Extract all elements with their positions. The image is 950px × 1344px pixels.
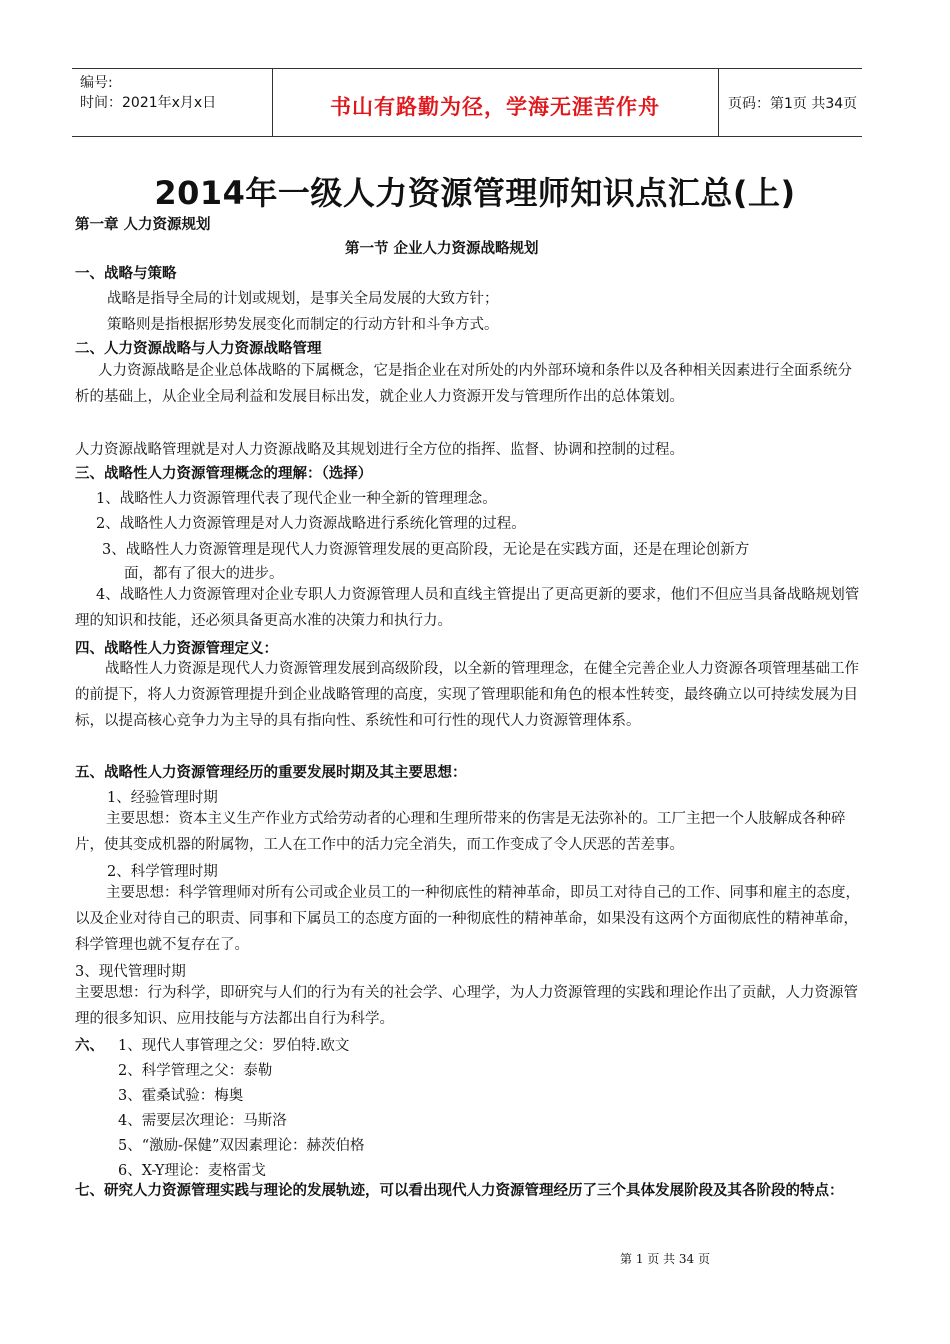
document-title: 2014年一级人力资源管理师知识点汇总(上) xyxy=(154,174,796,212)
s1-heading: 一、战略与策略 xyxy=(75,265,177,282)
page-header xyxy=(72,68,862,137)
s2-paragraph-1: 人力资源战略是企业总体战略的下属概念，它是指企业在对所处的内外部环境和条件以及各种相关因素进行全面系统分析的基础上，从企业全局利益和发展目标出发，就企业人力资源开发与管理所作出的总体策划。 xyxy=(75,363,852,405)
s3-heading: 三、战略性人力资源管理概念的理解：（选择） xyxy=(75,465,373,482)
time-label: 时间：2021年x月x日 xyxy=(80,95,217,111)
s2-heading: 二、人力资源战略与人力资源战略管理 xyxy=(75,340,322,357)
s1-line-1: 战略是指导全局的计划或规划，是事关全局发展的大致方针； xyxy=(107,291,499,307)
s5-heading: 五、战略性人力资源管理经历的重要发展时期及其主要思想： xyxy=(75,764,467,781)
section-heading: 第一节 企业人力资源战略规划 xyxy=(345,240,539,257)
s1-line-2: 策略则是指根据形势发展变化而制定的行动方针和斗争方式。 xyxy=(107,317,499,333)
s6-heading: 六、 xyxy=(75,1037,104,1054)
s2-paragraph-2: 人力资源战略管理就是对人力资源战略及其规划进行全方位的指挥、监督、协调和控制的过程。 xyxy=(75,442,684,458)
s6-item-3: 3、霍桑试验：梅奥 xyxy=(118,1088,244,1104)
header-page-cell xyxy=(718,69,862,136)
s5-period-3: 3、现代管理时期 xyxy=(75,964,186,980)
page-info: 页码：第1页 共34页 xyxy=(728,96,858,112)
s7-heading: 七、研究人力资源管理实践与理论的发展轨迹，可以看出现代人力资源管理经历了三个具体发展阶段及其各阶段的特点： xyxy=(75,1182,844,1199)
s6-item-4: 4、需要层次理论：马斯洛 xyxy=(118,1113,287,1129)
s4-paragraph: 战略性人力资源是现代人力资源管理发展到高级阶段，以全新的管理理念，在健全完善企业人力资源各项管理基础工作的前提下，将人力资源管理提升到企业战略管理的高度，实现了管理职能和角色的根本性转变，最终确立以可持续发展为目标，以提高核心竞争力为主导的具有指向性、系统性和可行性的现代人力资源管理体系。 xyxy=(75,661,859,729)
s6-item-1: 1、现代人事管理之父：罗伯特.欧文 xyxy=(118,1038,350,1054)
s6-item-2: 2、科学管理之父：泰勒 xyxy=(118,1063,273,1079)
s3-item-3b: 面，都有了很大的进步。 xyxy=(124,566,284,582)
chapter-heading: 第一章 人力资源规划 xyxy=(75,216,211,233)
s5-period-2: 2、科学管理时期 xyxy=(107,864,218,880)
page-footer: 第 1 页 共 34 页 xyxy=(620,1252,710,1266)
s3-item-2: 2、战略性人力资源管理是对人力资源战略进行系统化管理的过程。 xyxy=(96,516,526,532)
header-meta-cell xyxy=(72,69,273,136)
number-label: 编号: xyxy=(80,75,113,91)
s4-heading: 四、战略性人力资源管理定义： xyxy=(75,640,278,657)
motto: 书山有路勤为径，学海无涯苦作舟 xyxy=(330,95,660,119)
s5-period-1-thought: 主要思想：资本主义生产作业方式给劳动者的心理和生理所带来的伤害是无法弥补的。工厂主把一个人肢解成各种碎片，使其变成机器的附属物，工人在工作中的活力完全消失，而工作变成了令人厌恶的苦差事。 xyxy=(75,811,846,853)
s5-period-1: 1、经验管理时期 xyxy=(107,790,218,806)
s3-item-4: 4、战略性人力资源管理对企业专职人力资源管理人员和直线主管提出了更高更新的要求，他们不但应当具备战略规划管理的知识和技能，还必须具备更高水准的决策力和执行力。 xyxy=(75,587,860,629)
s6-item-5: 5、“激励-保健”双因素理论：赫茨伯格 xyxy=(118,1138,365,1154)
s3-item-3a: 3、战略性人力资源管理是现代人力资源管理发展的更高阶段，无论是在实践方面，还是在理论创新方 xyxy=(102,542,750,558)
s5-period-2-thought: 主要思想：科学管理师对所有公司或企业员工的一种彻底性的精神革命，即员工对待自己的工作、同事和雇主的态度，以及企业对待自己的职责、同事和下属员工的态度方面的一种彻底性的精神革命，如果没有这两个方面彻底性的精神革命，科学管理也就不复存在了。 xyxy=(75,885,860,953)
s3-item-1: 1、战略性人力资源管理代表了现代企业一种全新的管理理念。 xyxy=(96,491,497,507)
s5-period-3-thought: 主要思想：行为科学，即研究与人们的行为有关的社会学、心理学，为人力资源管理的实践和理论作出了贡献，人力资源管理的很多知识、应用技能与方法都出自行为科学。 xyxy=(75,985,858,1027)
header-motto-cell xyxy=(272,69,719,136)
s6-item-6: 6、X-Y理论：麦格雷戈 xyxy=(118,1163,266,1179)
